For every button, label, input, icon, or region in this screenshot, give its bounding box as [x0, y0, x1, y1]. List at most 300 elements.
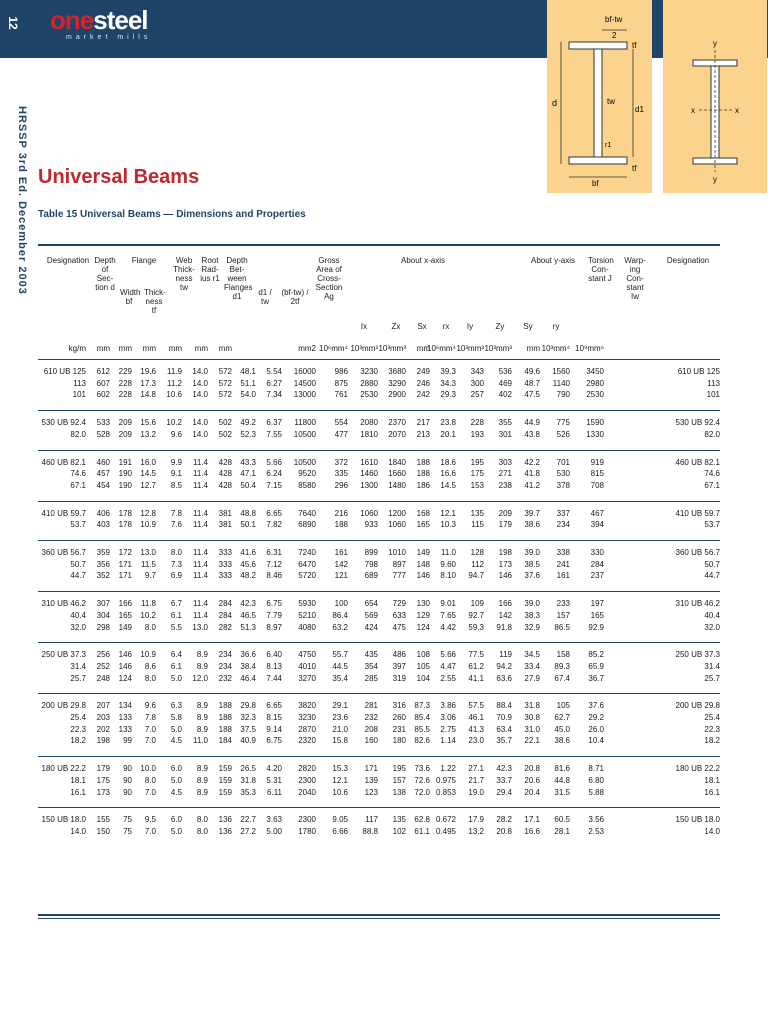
table-cell: 166 — [118, 599, 132, 609]
table-cell: 41.1 — [468, 673, 484, 683]
table-cell: 8.9 — [196, 661, 208, 671]
table-cell: 3290 — [388, 378, 406, 388]
table-cell: 3270 — [298, 673, 316, 683]
table-cell: 4.47 — [440, 661, 456, 671]
table-cell: 11.0 — [193, 736, 208, 746]
table-cell: 284 — [590, 559, 604, 569]
table-cell: 130 — [416, 599, 430, 609]
table-cell: 260 — [392, 713, 406, 722]
table-cell: 101 — [706, 390, 720, 400]
table-cell: 4010 — [298, 661, 316, 671]
table-cell: 8.9 — [196, 764, 208, 774]
table-cell: 2980 — [586, 378, 604, 388]
table-cell: 228 — [470, 418, 484, 428]
table-cell: 424 — [364, 622, 378, 632]
table-cell: 333 — [218, 559, 232, 569]
table-cell: 11.8 — [141, 599, 156, 609]
table-cell: 530 — [556, 469, 570, 479]
table-cell: 536 — [498, 367, 512, 376]
table-cell: 16.6 — [524, 826, 540, 836]
table-cell: 316 — [392, 701, 406, 711]
table-cell: 7.55 — [266, 429, 282, 439]
table-cell: 633 — [392, 610, 406, 620]
dim-two: 2 — [612, 31, 617, 40]
table-cell: 708 — [590, 480, 604, 490]
table-cell: 59.3 — [468, 622, 484, 632]
table-cell: 486 — [392, 650, 406, 660]
axis-y-top: y — [713, 39, 717, 48]
table-cell: 1300 — [360, 480, 378, 490]
table-cell: 47.1 — [240, 469, 256, 479]
table-cell: 381 — [218, 508, 232, 518]
table-cell: 23.0 — [468, 736, 484, 746]
table-cell: 82.0 — [70, 429, 86, 439]
table-cell: 30.8 — [524, 713, 540, 722]
table-cell: 109 — [470, 599, 484, 609]
table-cell: 3.06 — [440, 713, 456, 722]
table-cell: 410 UB 59.7 — [41, 508, 86, 518]
table-cell: 90 — [123, 764, 132, 774]
table-cell: 129 — [416, 610, 430, 620]
table-cell: 150 UB 18.0 — [675, 815, 720, 825]
table-cell: 180 UB 22.2 — [675, 764, 720, 774]
table-cell: 2320 — [298, 736, 316, 746]
table-cell: 180 UB 22.2 — [41, 764, 86, 774]
unit-cell: mm — [416, 344, 430, 353]
unit-cell: 10⁶mm⁴ — [319, 344, 348, 353]
table-cell: 2530 — [586, 390, 604, 400]
table-cell: 157 — [392, 775, 406, 785]
table-cell: 39.3 — [440, 367, 456, 376]
table-row — [38, 429, 720, 441]
table-cell: 38.3 — [524, 610, 540, 620]
table-cell: 73.6 — [414, 764, 430, 774]
table-cell: 11.4 — [193, 480, 208, 490]
table-cell: 179 — [96, 764, 110, 774]
dim-tf: tf — [632, 41, 637, 50]
group-divider — [38, 450, 720, 451]
table-cell: 20.6 — [524, 775, 540, 785]
table-cell: 28.1 — [554, 826, 570, 836]
table-cell: 298 — [96, 622, 110, 632]
table-caption: Table 15 Universal Beams — Dimensions and Properties — [38, 209, 306, 220]
table-cell: 29.4 — [496, 787, 512, 797]
table-cell: 2370 — [388, 418, 406, 428]
table-cell: 51.3 — [240, 622, 256, 632]
table-cell: 85.5 — [414, 724, 430, 734]
table-cell: 45.6 — [240, 559, 256, 569]
hdr-warping: Warp- ing Con- stant Iw — [624, 256, 646, 301]
table-cell: 128 — [470, 548, 484, 557]
table-cell: 7.15 — [266, 480, 282, 490]
table-cell: 319 — [392, 673, 406, 683]
table-cell: 166 — [498, 599, 512, 609]
table-cell: 252 — [96, 661, 110, 671]
table-cell: 82.6 — [414, 736, 430, 746]
unit-cell: mm — [194, 344, 208, 353]
table-row — [38, 787, 720, 799]
table-row — [38, 724, 720, 736]
table-cell: 11.4 — [193, 599, 208, 609]
table-cell: 360 UB 56.7 — [675, 548, 720, 557]
table-cell: 9.05 — [332, 815, 348, 825]
table-cell: 40.4 — [704, 610, 720, 620]
table-cell: 9.5 — [144, 815, 156, 825]
table-cell: 142 — [498, 610, 512, 620]
table-cell: 1590 — [586, 418, 604, 428]
table-cell: 20.8 — [496, 826, 512, 836]
table-cell: 1480 — [388, 480, 406, 490]
table-cell: 139 — [364, 775, 378, 785]
table-cell: 115 — [471, 520, 484, 530]
table-cell: 10.4 — [588, 736, 604, 746]
table-cell: 36.7 — [588, 673, 604, 683]
table-cell: 9.14 — [266, 724, 282, 734]
table-cell: 18.1 — [70, 775, 86, 785]
table-cell: 11.4 — [193, 508, 208, 518]
table-cell: 1460 — [360, 469, 378, 479]
table-cell: 11.4 — [193, 571, 208, 581]
table-cell: 203 — [96, 713, 110, 722]
table-cell: 14.5 — [440, 480, 456, 490]
table-cell: 25.4 — [70, 713, 86, 722]
hdr-sx: Sx — [417, 322, 427, 331]
table-cell: 63.6 — [496, 673, 512, 683]
table-cell: 6.3 — [170, 701, 182, 711]
table-cell: 29.3 — [440, 390, 456, 400]
table-row — [38, 712, 720, 724]
table-cell: 22.1 — [524, 736, 540, 746]
table-cell: 17.9 — [468, 815, 484, 825]
table-cell: 135 — [392, 815, 406, 825]
table-cell: 9.6 — [170, 429, 182, 439]
table-cell: 6890 — [298, 520, 316, 530]
table-cell: 933 — [364, 520, 378, 530]
hdr-web: Web Thick- ness tw — [173, 256, 195, 292]
table-cell: 310 UB 46.2 — [675, 599, 720, 609]
table-cell: 8.0 — [170, 548, 182, 557]
table-cell: 31.8 — [240, 775, 256, 785]
table-cell: 5.66 — [266, 457, 282, 467]
table-cell: 610 UB 125 — [43, 367, 86, 376]
table-cell: 2820 — [298, 764, 316, 774]
table-cell: 19.6 — [140, 367, 156, 376]
table-cell: 14.0 — [704, 826, 720, 836]
table-cell: 50.7 — [704, 559, 720, 569]
table-cell: 14.0 — [192, 418, 208, 428]
table-cell: 150 UB 18.0 — [41, 815, 86, 825]
table-cell: 8.0 — [196, 815, 208, 825]
table-cell: 6.1 — [170, 610, 182, 620]
unit-cell: 10³mm³ — [484, 344, 512, 353]
table-cell: 249 — [416, 367, 430, 376]
table-cell: 42.3 — [240, 599, 256, 609]
hdr-iy: Iy — [466, 322, 474, 331]
table-cell: 8.97 — [266, 622, 282, 632]
table-row — [38, 570, 720, 582]
table-cell: 14.0 — [192, 429, 208, 439]
table-cell: 16.1 — [704, 787, 720, 797]
table-cell: 124 — [118, 673, 132, 683]
table-cell: 11.0 — [441, 548, 456, 557]
table-cell: 165 — [590, 610, 604, 620]
table-cell: 237 — [590, 571, 604, 581]
table-cell: 526 — [556, 429, 570, 439]
table-cell: 5.8 — [170, 713, 182, 722]
table-cell: 123 — [364, 787, 378, 797]
axis-x-right: x — [735, 106, 739, 115]
table-cell: 6.66 — [332, 826, 348, 836]
table-cell: 165 — [416, 520, 430, 530]
table-cell: 41.2 — [524, 480, 540, 490]
table-cell: 153 — [470, 480, 484, 490]
table-cell: 410 UB 59.7 — [675, 508, 720, 518]
table-cell: 2870 — [298, 724, 316, 734]
table-cell: 88.4 — [496, 701, 512, 711]
table-cell: 10.6 — [332, 787, 348, 797]
table-cell: 777 — [392, 571, 406, 581]
table-row — [38, 763, 720, 775]
table-cell: 986 — [334, 367, 348, 376]
table-cell: 48.8 — [240, 508, 256, 518]
table-cell: 6.75 — [266, 736, 282, 746]
table-cell: 88.8 — [362, 826, 378, 836]
table-cell: 39.7 — [524, 508, 540, 518]
table-cell: 117 — [365, 815, 378, 825]
table-cell: 200 UB 29.8 — [41, 701, 86, 711]
table-cell: 8.10 — [440, 571, 456, 581]
table-cell: 49.6 — [524, 367, 540, 376]
table-cell: 31.4 — [70, 661, 86, 671]
table-cell: 233 — [556, 599, 570, 609]
table-cell: 3.63 — [266, 815, 282, 825]
table-cell: 528 — [96, 429, 110, 439]
table-cell: 16.0 — [140, 457, 156, 467]
table-cell: 790 — [556, 390, 570, 400]
table-cell: 9.7 — [144, 571, 156, 581]
table-row — [38, 508, 720, 520]
table-cell: 171 — [118, 571, 132, 581]
table-cell: 1.22 — [440, 764, 456, 774]
page-number: 12 — [6, 16, 20, 30]
table-cell: 815 — [590, 469, 604, 479]
table-cell: 572 — [218, 367, 232, 376]
table-cell: 6.1 — [170, 661, 182, 671]
table-cell: 3450 — [586, 367, 604, 376]
table-cell: 460 UB 82.1 — [675, 457, 720, 467]
table-cell: 9.9 — [170, 457, 182, 467]
table-cell: 394 — [590, 520, 604, 530]
table-cell: 92.7 — [468, 610, 484, 620]
table-cell: 2300 — [298, 815, 316, 825]
table-cell: 502 — [218, 418, 232, 428]
table-cell: 72.0 — [414, 787, 430, 797]
table-cell: 7.3 — [170, 559, 182, 569]
table-cell: 74.6 — [704, 469, 720, 479]
table-cell: 92.9 — [588, 622, 604, 632]
table-cell: 1.14 — [440, 736, 456, 746]
table-cell: 3.86 — [440, 701, 456, 711]
table-cell: 397 — [392, 661, 406, 671]
table-cell: 37.6 — [588, 701, 604, 711]
table-cell: 8.46 — [266, 571, 282, 581]
table-cell: 99 — [123, 736, 132, 746]
table-cell: 6470 — [298, 559, 316, 569]
table-cell: 8.5 — [170, 480, 182, 490]
table-cell: 0.853 — [435, 787, 456, 797]
table-cell: 378 — [556, 480, 570, 490]
table-cell: 6.40 — [266, 650, 282, 660]
table-cell: 11.2 — [167, 378, 182, 388]
table-cell: 13.2 — [140, 429, 156, 439]
table-cell: 8.71 — [588, 764, 604, 774]
table-cell: 31.4 — [704, 661, 720, 671]
table-cell: 435 — [364, 650, 378, 660]
unit-cell: mm — [118, 344, 132, 353]
table-cell: 108 — [416, 650, 430, 660]
table-cell: 2.75 — [440, 724, 456, 734]
table-cell: 428 — [218, 457, 232, 467]
hdr-flange: Flange — [131, 256, 157, 265]
table-row — [38, 547, 720, 559]
table-cell: 8580 — [298, 480, 316, 490]
table-row — [38, 480, 720, 492]
table-cell: 250 UB 37.3 — [41, 650, 86, 660]
table-cell: 29.8 — [240, 701, 256, 711]
table-row — [38, 622, 720, 634]
table-cell: 55.7 — [332, 650, 348, 660]
unit-cell: mm — [526, 344, 540, 353]
table-cell: 7.6 — [170, 520, 182, 530]
table-cell: 27.1 — [468, 764, 484, 774]
table-cell: 6.11 — [267, 787, 282, 797]
table-cell: 113 — [707, 378, 720, 388]
table-cell: 43.8 — [524, 429, 540, 439]
table-cell: 86.4 — [332, 610, 348, 620]
hdr-torsion: Torsion Con- stant J — [588, 256, 614, 283]
hdr-about-x: About x-axis — [400, 256, 446, 265]
table-cell: 14.0 — [70, 826, 86, 836]
table-cell: 7.8 — [170, 508, 182, 518]
table-cell: 2900 — [388, 390, 406, 400]
unit-cell: 10⁶mm⁴ — [427, 344, 456, 353]
table-cell: 67.1 — [70, 480, 86, 490]
table-cell: 4.42 — [440, 622, 456, 632]
table-cell: 10.3 — [440, 520, 456, 530]
table-cell: 159 — [218, 787, 232, 797]
table-cell: 67.1 — [704, 480, 720, 490]
table-cell: 475 — [392, 622, 406, 632]
table-cell: 14.0 — [192, 378, 208, 388]
table-cell: 21.0 — [332, 724, 348, 734]
table-cell: 284 — [218, 599, 232, 609]
hdr-depth: Depth of Sec- tion d — [94, 256, 116, 292]
table-row — [38, 378, 720, 390]
table-cell: 180 — [392, 736, 406, 746]
table-cell: 460 UB 82.1 — [41, 457, 86, 467]
table-cell: 136 — [218, 815, 232, 825]
table-cell: 171 — [364, 764, 378, 774]
table-cell: 37.6 — [524, 571, 540, 581]
table-cell: 5.00 — [266, 826, 282, 836]
table-row — [38, 700, 720, 712]
table-cell: 5.5 — [170, 622, 182, 632]
table-cell: 38.4 — [240, 661, 256, 671]
table-cell: 2530 — [360, 390, 378, 400]
hdr-flange-width: Width bf — [120, 288, 141, 306]
table-cell: 354 — [364, 661, 378, 671]
table-cell: 77.5 — [468, 650, 484, 660]
table-cell: 175 — [470, 469, 484, 479]
table-cell: 29.2 — [588, 713, 604, 722]
table-cell: 6.75 — [266, 599, 282, 609]
table-cell: 234 — [218, 650, 232, 660]
table-cell: 9.01 — [440, 599, 456, 609]
table-cell: 6.65 — [266, 508, 282, 518]
table-cell: 178 — [118, 508, 132, 518]
table-cell: 11.4 — [193, 520, 208, 530]
table-cell: 159 — [218, 775, 232, 785]
table-cell: 146 — [118, 650, 132, 660]
table-cell: 8.0 — [144, 622, 156, 632]
table-cell: 12.0 — [192, 673, 208, 683]
table-cell: 0.495 — [435, 826, 456, 836]
table-cell: 85.4 — [414, 713, 430, 722]
table-cell: 231 — [392, 724, 406, 734]
table-cell: 31.5 — [554, 787, 570, 797]
table-cell: 18.2 — [70, 736, 86, 746]
table-cell: 238 — [498, 480, 512, 490]
table-cell: 467 — [590, 508, 604, 518]
table-cell: 250 UB 37.3 — [675, 650, 720, 660]
table-cell: 25.7 — [704, 673, 720, 683]
table-cell: 533 — [96, 418, 110, 428]
table-cell: 179 — [498, 520, 512, 530]
table-cell: 216 — [334, 508, 348, 518]
hdr-ix: Ix — [360, 322, 368, 331]
table-cell: 165 — [118, 610, 132, 620]
table-cell: 13000 — [293, 390, 316, 400]
table-row — [38, 661, 720, 673]
table-cell: 41.8 — [524, 469, 540, 479]
table-cell: 359 — [96, 548, 110, 557]
dim-tf-bottom: tf — [632, 164, 637, 173]
table-cell: 304 — [96, 610, 110, 620]
table-cell: 101 — [72, 390, 86, 400]
table-cell: 6.80 — [588, 775, 604, 785]
table-cell: 35.4 — [332, 673, 348, 683]
group-divider — [38, 591, 720, 592]
table-cell: 1060 — [360, 508, 378, 518]
table-cell: 11.4 — [193, 610, 208, 620]
table-cell: 8.9 — [196, 713, 208, 722]
table-cell: 1560 — [552, 367, 570, 376]
table-cell: 11.4 — [193, 548, 208, 557]
table-cell: 157 — [556, 610, 570, 620]
table-cell: 207 — [96, 701, 110, 711]
axis-x-left: x — [691, 106, 695, 115]
table-cell: 102 — [392, 826, 406, 836]
table-cell: 105 — [416, 661, 430, 671]
table-cell: 85.2 — [588, 650, 604, 660]
table-cell: 2040 — [298, 787, 316, 797]
table-cell: 50.4 — [240, 480, 256, 490]
table-cell: 32.9 — [524, 622, 540, 632]
table-cell: 173 — [96, 787, 110, 797]
table-row — [38, 735, 720, 747]
table-cell: 32.0 — [70, 622, 86, 632]
table-cell: 47.5 — [524, 390, 540, 400]
